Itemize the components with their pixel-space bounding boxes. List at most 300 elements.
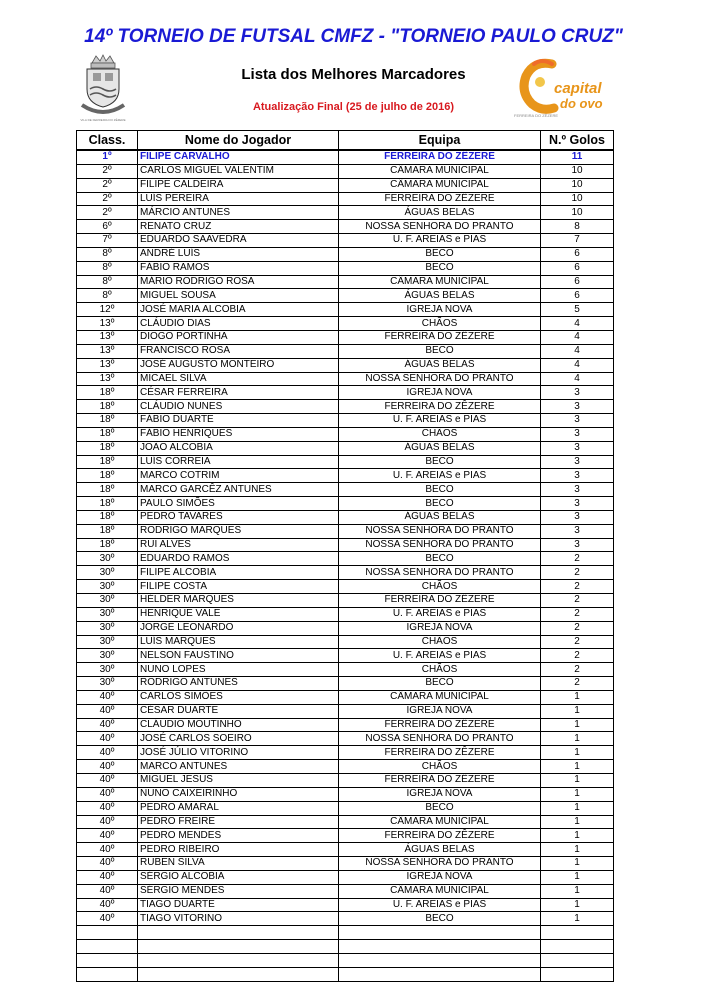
player-name-cell: MÁRCIO ANTUNES — [138, 206, 339, 220]
table-row — [77, 580, 614, 594]
player-name-cell: NELSON FAUSTINO — [138, 649, 339, 663]
rank-cell: 30º — [77, 635, 138, 649]
rank-cell: 40º — [77, 815, 138, 829]
table-row — [77, 510, 614, 524]
goals-cell: 3 — [541, 386, 614, 400]
table-row — [77, 400, 614, 414]
table-row — [77, 330, 614, 344]
team-cell: U. F. AREIAS e PIAS — [339, 898, 541, 912]
goals-cell: 7 — [541, 234, 614, 248]
table-row — [77, 358, 614, 372]
player-name-cell: JOSÉ MARIA ALCOBIA — [138, 303, 339, 317]
player-name-cell: JOÃO ALCOBIA — [138, 441, 339, 455]
rank-cell: 40º — [77, 829, 138, 843]
goals-cell: 4 — [541, 358, 614, 372]
player-name-cell: TIAGO VITORINO — [138, 912, 339, 926]
rank-cell: 12º — [77, 303, 138, 317]
player-name-cell: NUNO LOPES — [138, 663, 339, 677]
table-row — [77, 815, 614, 829]
goals-cell: 1 — [541, 760, 614, 774]
rank-cell: 6º — [77, 220, 138, 234]
table-row — [77, 594, 614, 608]
table-row — [77, 912, 614, 926]
goals-cell: 3 — [541, 455, 614, 469]
logo-text-do-ovo: do ovo — [560, 96, 603, 111]
rank-cell: 30º — [77, 663, 138, 677]
team-cell: U. F. AREIAS e PIAS — [339, 234, 541, 248]
team-cell: ÁGUAS BELAS — [339, 441, 541, 455]
goals-cell: 8 — [541, 220, 614, 234]
goals-cell: 1 — [541, 732, 614, 746]
rank-cell: 30º — [77, 649, 138, 663]
team-cell — [339, 940, 541, 954]
rank-cell: 30º — [77, 552, 138, 566]
logo-text-capital: capital — [554, 80, 602, 97]
goals-cell: 1 — [541, 704, 614, 718]
goals-cell: 2 — [541, 649, 614, 663]
rank-cell: 40º — [77, 704, 138, 718]
rank-cell: 8º — [77, 289, 138, 303]
player-name-cell: MÁRIO RODRIGO ROSA — [138, 275, 339, 289]
player-name-cell: CARLOS SIMÕES — [138, 690, 339, 704]
rank-cell: 13º — [77, 344, 138, 358]
player-name-cell: FÁBIO HENRIQUES — [138, 427, 339, 441]
team-cell: CHÃOS — [339, 427, 541, 441]
rank-cell: 18º — [77, 524, 138, 538]
goals-cell: 2 — [541, 607, 614, 621]
rank-cell: 18º — [77, 510, 138, 524]
table-row — [77, 884, 614, 898]
goals-cell: 2 — [541, 552, 614, 566]
table-row — [77, 760, 614, 774]
table-header-row — [77, 131, 614, 151]
table-row — [77, 649, 614, 663]
goals-cell: 4 — [541, 330, 614, 344]
player-name-cell: NUNO CAIXEIRINHO — [138, 787, 339, 801]
player-name-cell: CLÁUDIO NUNES — [138, 400, 339, 414]
rank-cell: 40º — [77, 718, 138, 732]
goals-cell: 1 — [541, 829, 614, 843]
rank-cell: 18º — [77, 414, 138, 428]
table-row — [77, 524, 614, 538]
team-cell: NOSSA SENHORA DO PRANTO — [339, 732, 541, 746]
table-row — [77, 773, 614, 787]
table-row — [77, 427, 614, 441]
team-cell: FERREIRA DO ZÊZERE — [339, 718, 541, 732]
goals-cell — [541, 953, 614, 967]
document-title: 14º TORNEIO DE FUTSAL CMFZ - "TORNEIO PAULO CRUZ" — [84, 26, 623, 47]
rank-cell: 30º — [77, 677, 138, 691]
team-cell: NOSSA SENHORA DO PRANTO — [339, 538, 541, 552]
table-row — [77, 635, 614, 649]
player-name-cell: HÉLDER MARQUES — [138, 594, 339, 608]
goals-cell: 2 — [541, 663, 614, 677]
player-name-cell: LUÍS CORREIA — [138, 455, 339, 469]
rank-cell: 40º — [77, 690, 138, 704]
player-name-cell: SÉRGIO MENDES — [138, 884, 339, 898]
goals-cell: 3 — [541, 497, 614, 511]
player-name-cell: FILIPE ALCOBIA — [138, 566, 339, 580]
team-cell: BECO — [339, 677, 541, 691]
player-name-cell: RUBEN SILVA — [138, 857, 339, 871]
table-row — [77, 261, 614, 275]
team-cell: BECO — [339, 483, 541, 497]
player-name-cell: RENATO CRUZ — [138, 220, 339, 234]
team-cell: FERREIRA DO ZÊZERE — [339, 594, 541, 608]
rank-cell: 30º — [77, 566, 138, 580]
player-name-cell: LUÍS PEREIRA — [138, 192, 339, 206]
team-cell: NOSSA SENHORA DO PRANTO — [339, 566, 541, 580]
team-cell: ÁGUAS BELAS — [339, 510, 541, 524]
player-name-cell: RUI ALVES — [138, 538, 339, 552]
rank-cell: 30º — [77, 607, 138, 621]
rank-cell: 30º — [77, 594, 138, 608]
player-name-cell: CLÁUDIO MOUTINHO — [138, 718, 339, 732]
table-row — [77, 234, 614, 248]
table-row — [77, 220, 614, 234]
team-cell: IGREJA NOVA — [339, 303, 541, 317]
team-cell: ÁGUAS BELAS — [339, 289, 541, 303]
player-name-cell: ANDRÉ LUÍS — [138, 247, 339, 261]
rank-cell: 2º — [77, 164, 138, 178]
team-cell: FERREIRA DO ZÊZERE — [339, 746, 541, 760]
table-row — [77, 344, 614, 358]
team-cell: CÂMARA MUNICIPAL — [339, 164, 541, 178]
table-row — [77, 206, 614, 220]
player-name-cell: EDUARDO SAAVEDRA — [138, 234, 339, 248]
team-cell: ÁGUAS BELAS — [339, 843, 541, 857]
player-name-cell: CARLOS MIGUEL VALENTIM — [138, 164, 339, 178]
goals-cell: 10 — [541, 192, 614, 206]
player-name-cell: FRANCISCO ROSA — [138, 344, 339, 358]
goals-cell: 1 — [541, 843, 614, 857]
table-row — [77, 926, 614, 940]
goals-cell: 1 — [541, 898, 614, 912]
team-cell: CHÃOS — [339, 317, 541, 331]
table-row — [77, 801, 614, 815]
table-row — [77, 898, 614, 912]
rank-cell — [77, 967, 138, 981]
rank-cell: 40º — [77, 787, 138, 801]
rank-cell: 30º — [77, 621, 138, 635]
rank-cell: 18º — [77, 497, 138, 511]
player-name-cell: MIGUEL SOUSA — [138, 289, 339, 303]
rank-cell — [77, 953, 138, 967]
goals-cell: 2 — [541, 677, 614, 691]
player-name-cell: FILIPE COSTA — [138, 580, 339, 594]
table-row — [77, 690, 614, 704]
team-cell: IGREJA NOVA — [339, 621, 541, 635]
team-cell: CHÃOS — [339, 760, 541, 774]
rank-cell: 18º — [77, 427, 138, 441]
table-row — [77, 843, 614, 857]
team-cell: CÂMARA MUNICIPAL — [339, 690, 541, 704]
team-cell — [339, 953, 541, 967]
update-date: Atualização Final (25 de julho de 2016) — [252, 101, 455, 113]
document-subtitle: Lista dos Melhores Marcadores — [241, 66, 466, 83]
header-team: Equipa — [339, 131, 541, 151]
goals-cell: 1 — [541, 787, 614, 801]
player-name-cell: PAULO SIMÕES — [138, 497, 339, 511]
table-row — [77, 621, 614, 635]
player-name-cell: JORGE LEONARDO — [138, 621, 339, 635]
goals-cell: 6 — [541, 289, 614, 303]
rank-cell: 18º — [77, 400, 138, 414]
player-name-cell: MARCO GARCÊZ ANTUNES — [138, 483, 339, 497]
player-name-cell: PEDRO MENDES — [138, 829, 339, 843]
team-cell: NOSSA SENHORA DO PRANTO — [339, 857, 541, 871]
table-row — [77, 940, 614, 954]
table-row — [77, 164, 614, 178]
table-row — [77, 372, 614, 386]
team-cell: IGREJA NOVA — [339, 386, 541, 400]
goals-cell: 1 — [541, 912, 614, 926]
rank-cell: 40º — [77, 857, 138, 871]
player-name-cell: FÁBIO DUARTE — [138, 414, 339, 428]
player-name-cell: PEDRO TAVARES — [138, 510, 339, 524]
rank-cell: 40º — [77, 870, 138, 884]
team-cell: BECO — [339, 261, 541, 275]
table-row — [77, 953, 614, 967]
player-name-cell: EDUARDO RAMOS — [138, 552, 339, 566]
team-cell: FERREIRA DO ZÊZERE — [339, 829, 541, 843]
goals-cell: 1 — [541, 801, 614, 815]
table-row — [77, 275, 614, 289]
table-row — [77, 663, 614, 677]
table-row — [77, 607, 614, 621]
player-name-cell — [138, 940, 339, 954]
table-row — [77, 303, 614, 317]
table-row — [77, 746, 614, 760]
table-row — [77, 483, 614, 497]
team-cell: U. F. AREIAS e PIAS — [339, 414, 541, 428]
rank-cell — [77, 940, 138, 954]
goals-cell: 3 — [541, 400, 614, 414]
team-cell: CHÃOS — [339, 580, 541, 594]
table-row — [77, 829, 614, 843]
rank-cell: 40º — [77, 843, 138, 857]
goals-cell: 6 — [541, 261, 614, 275]
rank-cell: 13º — [77, 317, 138, 331]
team-cell: FERREIRA DO ZÊZERE — [339, 400, 541, 414]
goals-cell: 3 — [541, 469, 614, 483]
table-row — [77, 566, 614, 580]
team-cell: BECO — [339, 247, 541, 261]
rank-cell: 8º — [77, 247, 138, 261]
team-cell: CÂMARA MUNICIPAL — [339, 815, 541, 829]
goals-cell: 4 — [541, 317, 614, 331]
goals-cell: 1 — [541, 746, 614, 760]
goals-cell: 3 — [541, 441, 614, 455]
goals-cell — [541, 926, 614, 940]
team-cell: CÂMARA MUNICIPAL — [339, 884, 541, 898]
team-cell: FERREIRA DO ZÊZERE — [339, 330, 541, 344]
rank-cell: 40º — [77, 732, 138, 746]
team-cell: BECO — [339, 497, 541, 511]
table-row — [77, 414, 614, 428]
rank-cell: 40º — [77, 898, 138, 912]
player-name-cell: PEDRO RIBEIRO — [138, 843, 339, 857]
player-name-cell: TIAGO DUARTE — [138, 898, 339, 912]
goals-cell: 1 — [541, 857, 614, 871]
rank-cell — [77, 926, 138, 940]
player-name-cell: MARCO COTRIM — [138, 469, 339, 483]
table-row — [77, 732, 614, 746]
rank-cell: 18º — [77, 469, 138, 483]
goals-cell — [541, 967, 614, 981]
table-row — [77, 469, 614, 483]
table-row — [77, 704, 614, 718]
team-cell: FERREIRA DO ZÊZERE — [339, 150, 541, 164]
team-cell: NOSSA SENHORA DO PRANTO — [339, 524, 541, 538]
capital-do-ovo-logo — [512, 58, 610, 120]
goals-cell: 3 — [541, 427, 614, 441]
table-row — [77, 787, 614, 801]
player-name-cell: DIOGO PORTINHA — [138, 330, 339, 344]
team-cell: IGREJA NOVA — [339, 787, 541, 801]
rank-cell: 1º — [77, 150, 138, 164]
player-name-cell: FILIPE CALDEIRA — [138, 178, 339, 192]
player-name-cell: LUÍS MARQUES — [138, 635, 339, 649]
goals-cell: 3 — [541, 524, 614, 538]
table-row — [77, 857, 614, 871]
rank-cell: 18º — [77, 538, 138, 552]
team-cell: BECO — [339, 344, 541, 358]
player-name-cell: MIGUEL JESUS — [138, 773, 339, 787]
rank-cell: 18º — [77, 441, 138, 455]
top-scorers-table — [76, 130, 614, 982]
table-row — [77, 967, 614, 981]
goals-cell: 1 — [541, 884, 614, 898]
player-name-cell: PEDRO AMARAL — [138, 801, 339, 815]
goals-cell: 10 — [541, 164, 614, 178]
table-row — [77, 677, 614, 691]
player-name-cell: MICAEL SILVA — [138, 372, 339, 386]
team-cell: IGREJA NOVA — [339, 870, 541, 884]
rank-cell: 40º — [77, 801, 138, 815]
rank-cell: 2º — [77, 206, 138, 220]
player-name-cell: FILIPE CARVALHO — [138, 150, 339, 164]
rank-cell: 7º — [77, 234, 138, 248]
rank-cell: 13º — [77, 358, 138, 372]
table-row — [77, 538, 614, 552]
goals-cell: 2 — [541, 594, 614, 608]
player-name-cell — [138, 953, 339, 967]
goals-cell: 2 — [541, 621, 614, 635]
goals-cell: 4 — [541, 372, 614, 386]
team-cell: NOSSA SENHORA DO PRANTO — [339, 372, 541, 386]
rank-cell: 13º — [77, 372, 138, 386]
team-cell: ÁGUAS BELAS — [339, 358, 541, 372]
goals-cell: 2 — [541, 580, 614, 594]
goals-cell: 1 — [541, 815, 614, 829]
header-goals: N.º Golos — [541, 131, 614, 151]
goals-cell: 1 — [541, 690, 614, 704]
rank-cell: 40º — [77, 773, 138, 787]
rank-cell: 30º — [77, 580, 138, 594]
goals-cell: 11 — [541, 150, 614, 164]
team-cell: CHÃOS — [339, 663, 541, 677]
team-cell — [339, 967, 541, 981]
goals-cell: 3 — [541, 483, 614, 497]
rank-cell: 40º — [77, 912, 138, 926]
table-row — [77, 192, 614, 206]
player-name-cell: SÉRGIO ALCOBIA — [138, 870, 339, 884]
goals-cell: 6 — [541, 275, 614, 289]
table-row — [77, 718, 614, 732]
player-name-cell — [138, 926, 339, 940]
player-name-cell: RODRIGO ANTUNES — [138, 677, 339, 691]
team-cell: CÂMARA MUNICIPAL — [339, 275, 541, 289]
table-row — [77, 497, 614, 511]
player-name-cell — [138, 967, 339, 981]
player-name-cell: RODRIGO MARQUES — [138, 524, 339, 538]
team-cell: FERREIRA DO ZÊZERE — [339, 192, 541, 206]
table-row — [77, 552, 614, 566]
table-row — [77, 870, 614, 884]
goals-cell: 2 — [541, 566, 614, 580]
goals-cell: 1 — [541, 773, 614, 787]
header-class: Class. — [77, 131, 138, 151]
table-row — [77, 317, 614, 331]
team-cell: U. F. AREIAS e PIAS — [339, 607, 541, 621]
table-row — [77, 441, 614, 455]
goals-cell: 10 — [541, 206, 614, 220]
player-name-cell: MARCO ANTUNES — [138, 760, 339, 774]
team-cell: BECO — [339, 912, 541, 926]
rank-cell: 8º — [77, 275, 138, 289]
logo-text-small: FERREIRA DO ZÊZERE — [514, 113, 559, 118]
rank-cell: 40º — [77, 746, 138, 760]
goals-cell: 1 — [541, 718, 614, 732]
rank-cell: 40º — [77, 884, 138, 898]
rank-cell: 18º — [77, 386, 138, 400]
player-name-cell: JOSÉ AUGUSTO MONTEIRO — [138, 358, 339, 372]
table-row — [77, 289, 614, 303]
team-cell: BECO — [339, 801, 541, 815]
goals-cell: 1 — [541, 870, 614, 884]
rank-cell: 18º — [77, 455, 138, 469]
team-cell: U. F. AREIAS e PIAS — [339, 649, 541, 663]
player-name-cell: HENRIQUE VALE — [138, 607, 339, 621]
crest-caption: VILA DE FERREIRA DO ZÊZERE — [80, 118, 126, 122]
rank-cell: 2º — [77, 178, 138, 192]
table-row — [77, 247, 614, 261]
player-name-cell: CLÁUDIO DIAS — [138, 317, 339, 331]
player-name-cell: CÉSAR FERREIRA — [138, 386, 339, 400]
team-cell: NOSSA SENHORA DO PRANTO — [339, 220, 541, 234]
goals-cell: 5 — [541, 303, 614, 317]
team-cell: BECO — [339, 455, 541, 469]
goals-cell: 3 — [541, 538, 614, 552]
goals-cell — [541, 940, 614, 954]
player-name-cell: FÁBIO RAMOS — [138, 261, 339, 275]
rank-cell: 8º — [77, 261, 138, 275]
team-cell: FERREIRA DO ZÊZERE — [339, 773, 541, 787]
goals-cell: 3 — [541, 414, 614, 428]
team-cell: CÂMARA MUNICIPAL — [339, 178, 541, 192]
table-row — [77, 178, 614, 192]
team-cell: BECO — [339, 552, 541, 566]
team-cell: IGREJA NOVA — [339, 704, 541, 718]
team-cell — [339, 926, 541, 940]
team-cell: CHÃOS — [339, 635, 541, 649]
rank-cell: 40º — [77, 760, 138, 774]
rank-cell: 18º — [77, 483, 138, 497]
table-row — [77, 455, 614, 469]
header-player-name: Nome do Jogador — [138, 131, 339, 151]
goals-cell: 4 — [541, 344, 614, 358]
